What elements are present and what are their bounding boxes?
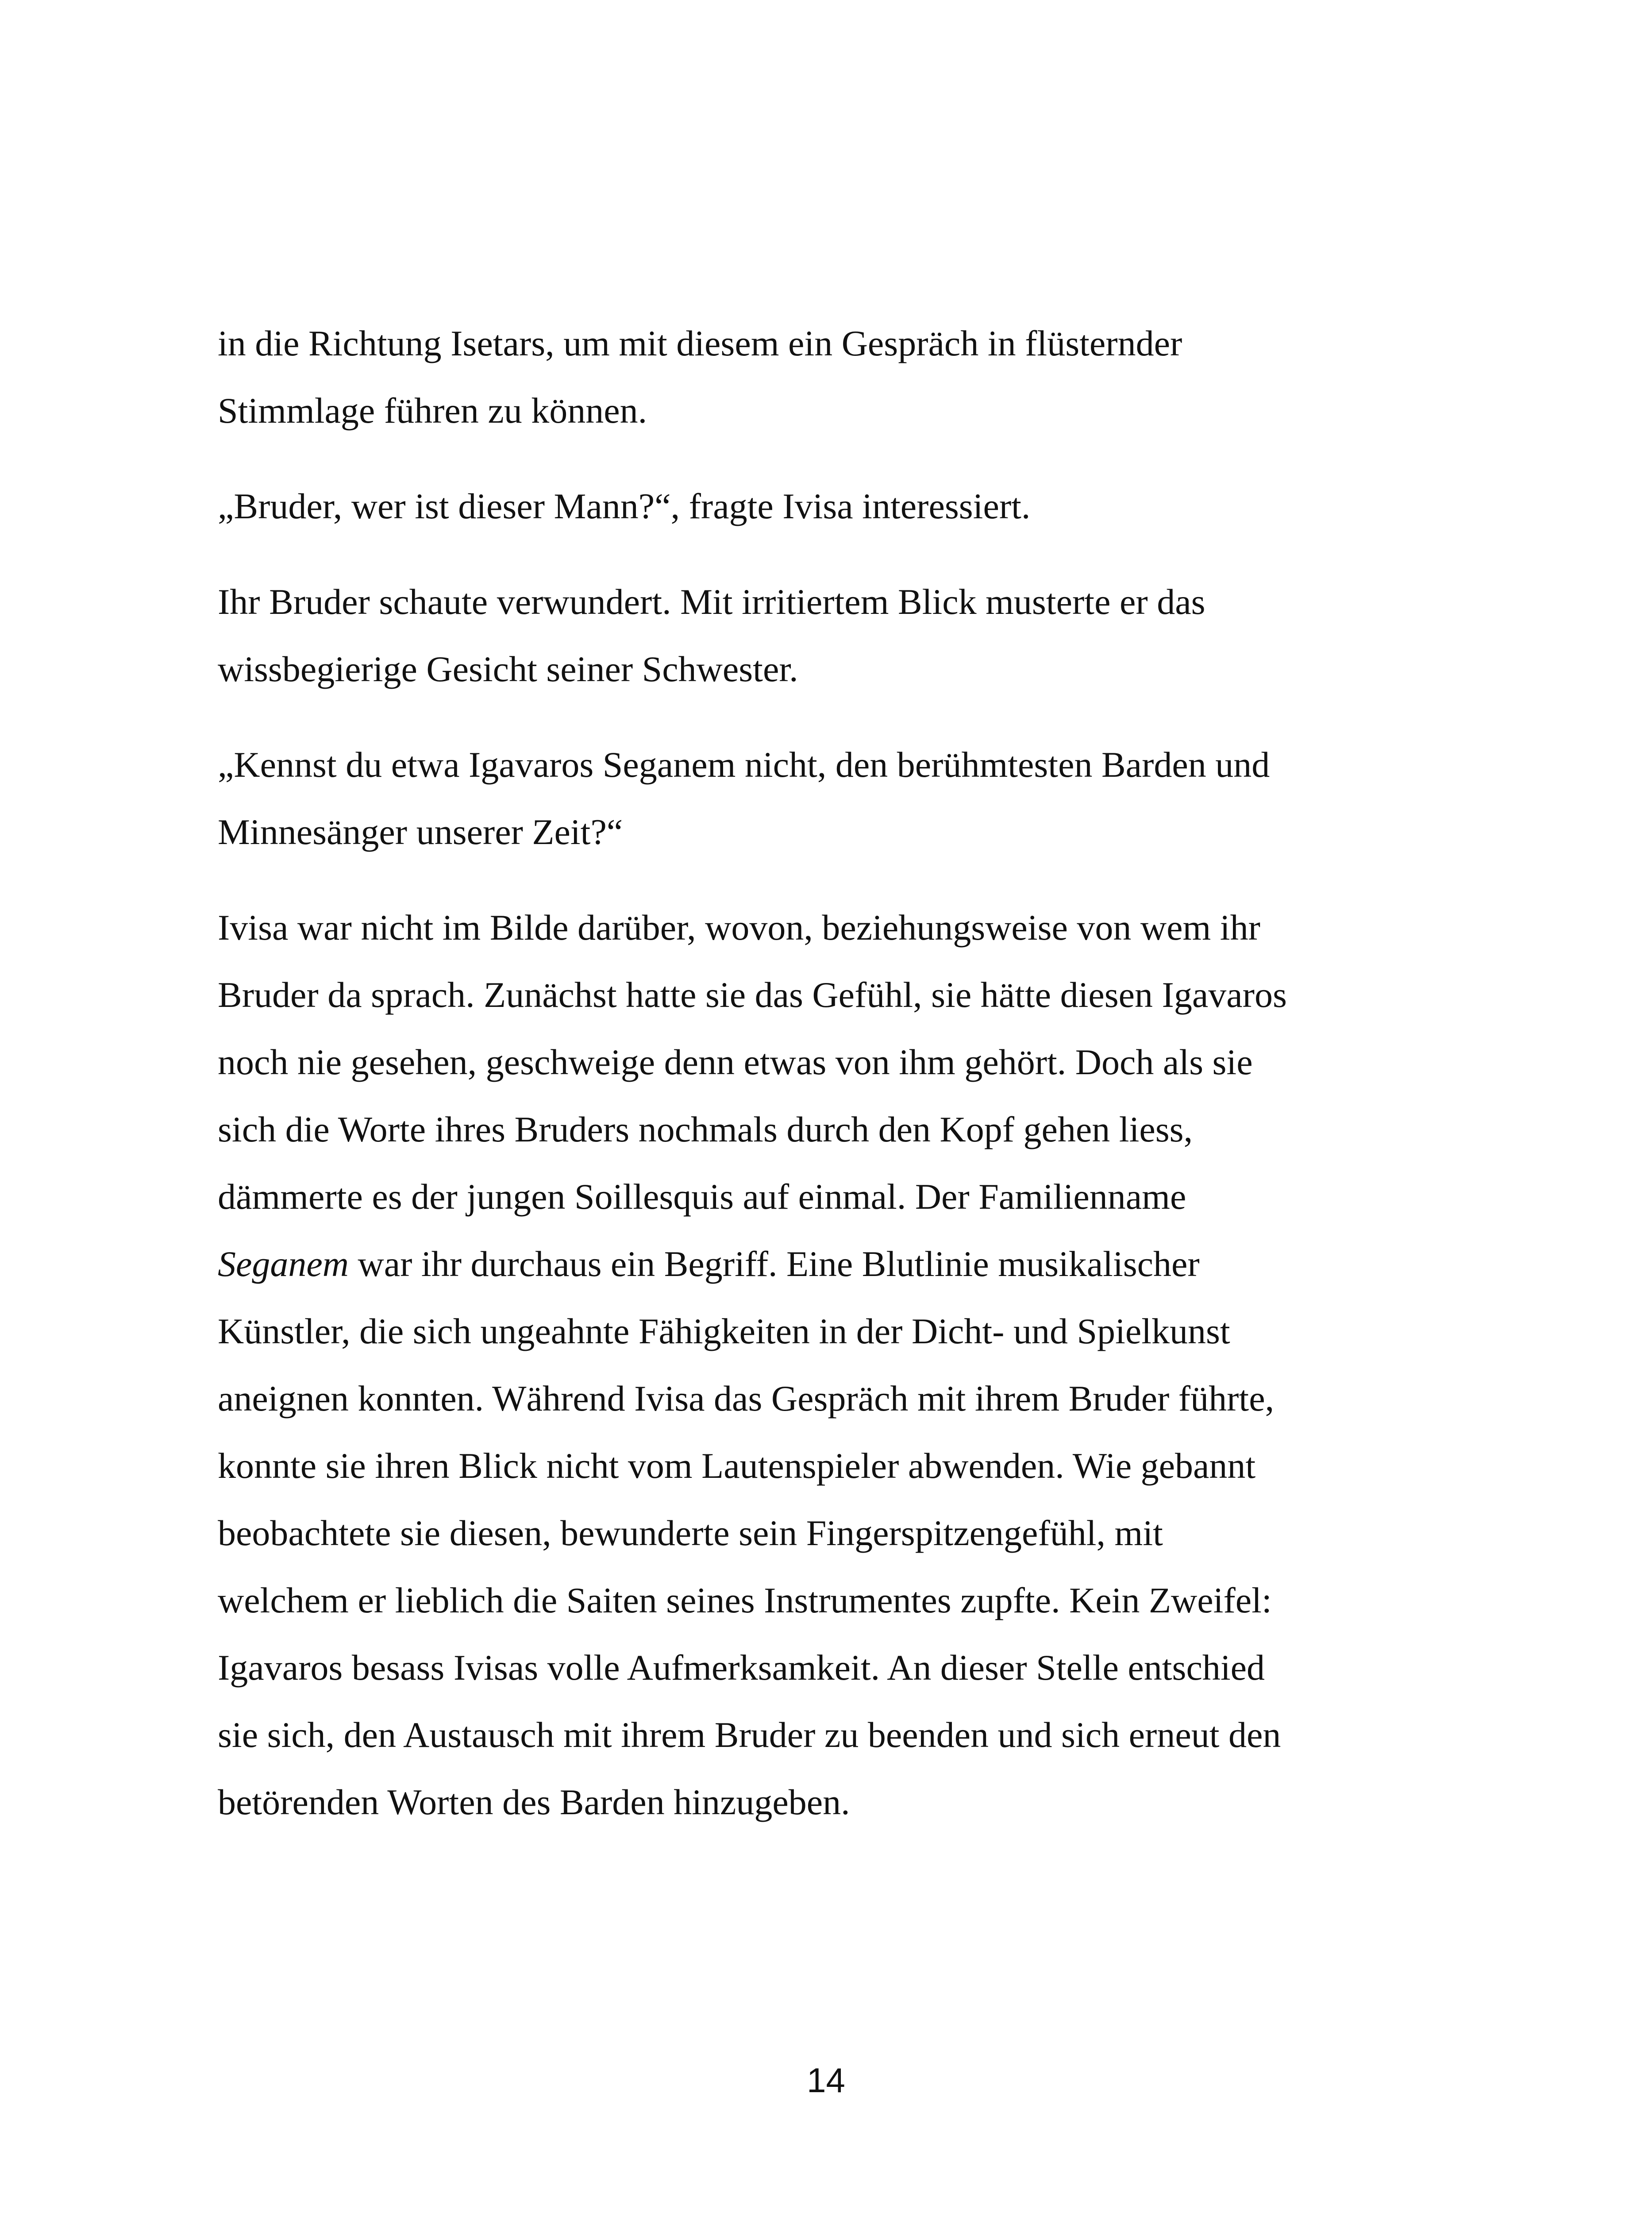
paragraph-3 [218, 568, 1439, 703]
text-line: Stimmlage führen zu können. [218, 390, 647, 431]
text-line: aneignen konnten. Während Ivisa das Gespräch mit ihrem Bruder führte, [218, 1378, 1275, 1419]
text-line: „Bruder, wer ist dieser Mann?“, fragte Ivisa interessiert. [218, 486, 1031, 526]
text-line: Minnesänger unserer Zeit?“ [218, 812, 623, 852]
text-line: wissbegierige Gesicht seiner Schwester. [218, 649, 798, 689]
text-line: „Kennst du etwa Igavaros Seganem nicht, den berühmtesten Barden und [218, 744, 1270, 785]
text-line: konnte sie ihren Blick nicht vom Lautenspieler abwenden. Wie gebannt [218, 1446, 1256, 1486]
text-line: betörenden Worten des Barden hinzugeben. [218, 1782, 850, 1822]
text-line: sich die Worte ihres Bruders nochmals durch den Kopf gehen liess, [218, 1109, 1193, 1149]
text-line: dämmerte es der jungen Soillesquis auf einmal. Der Familienname [218, 1176, 1186, 1217]
paragraph-5 [218, 894, 1439, 1836]
body-text [218, 310, 1439, 1836]
page-number: 14 [807, 2061, 845, 2100]
text-line: Ihr Bruder schaute verwundert. Mit irritiertem Blick musterte er das [218, 582, 1205, 622]
text-line [218, 1230, 1439, 1298]
text-line: noch nie gesehen, geschweige denn etwas von ihm gehört. Doch als sie [218, 1042, 1253, 1082]
text-line: welchem er lieblich die Saiten seines Instrumentes zupfte. Kein Zweifel: [218, 1580, 1272, 1620]
text-line: in die Richtung Isetars, um mit diesem ein Gespräch in flüsternder [218, 323, 1182, 363]
text-line: Künstler, die sich ungeahnte Fähigkeiten in der Dicht- und Spielkunst [218, 1311, 1230, 1351]
text-line: sie sich, den Austausch mit ihrem Bruder zu beenden und sich erneut den [218, 1715, 1281, 1755]
family-name-italic: Seganem [218, 1244, 349, 1284]
paragraph-4 [218, 731, 1439, 866]
paragraph-1 [218, 310, 1439, 444]
text-line: beobachtete sie diesen, bewunderte sein Fingerspitzengefühl, mit [218, 1513, 1163, 1553]
text-line: Bruder da sprach. Zunächst hatte sie das Gefühl, sie hätte diesen Igavaros [218, 975, 1287, 1015]
text-line: Igavaros besass Ivisas volle Aufmerksamkeit. An dieser Stelle entschied [218, 1647, 1265, 1688]
paragraph-2 [218, 473, 1439, 540]
text-line-rest: war ihr durchaus ein Begriff. Eine Blutlinie musikalischer [349, 1244, 1200, 1284]
text-line: Ivisa war nicht im Bilde darüber, wovon, beziehungsweise von wem ihr [218, 907, 1260, 948]
